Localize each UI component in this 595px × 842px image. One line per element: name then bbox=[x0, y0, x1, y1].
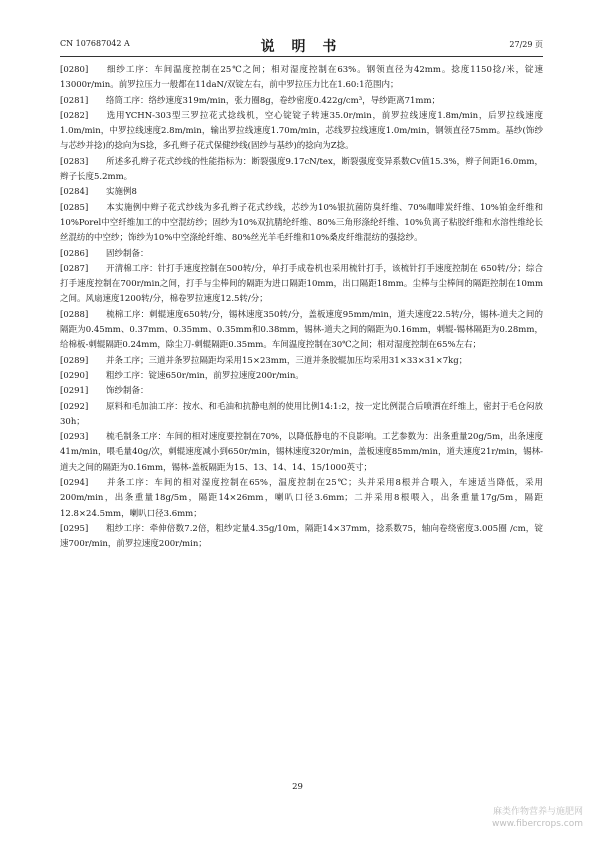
watermark bbox=[492, 806, 583, 830]
paragraph bbox=[60, 400, 543, 431]
paragraph-text: 固纱制备： bbox=[106, 248, 149, 259]
page-indicator: 27/29 页 bbox=[509, 40, 543, 49]
paragraph-number: [0284] bbox=[60, 187, 89, 198]
paragraph-number: [0290] bbox=[60, 370, 89, 381]
paragraph-number: [0282] bbox=[60, 110, 89, 121]
paragraph-text: 络筒工序：络纱速度319m/min，张力圈8g，卷纱密度0.422g/cm³，导纱距离71mm； bbox=[106, 95, 441, 106]
paragraph-text: 饰纱制备： bbox=[106, 386, 149, 397]
paragraph-number: [0289] bbox=[60, 355, 89, 366]
patent-number: CN 107687042 A bbox=[60, 39, 130, 48]
paragraph-text: 并条工序：车间的相对湿度控制在65%，温度控制在25℃；头并采用8根并合喂入，车速适当降低，采用200m/min，出条重量18g/5m，隔距14×26mm，喇叭口径3.6mm；二并采用8根喂入，出条重量17g/5m，隔距12.8×24.5mm，喇叭口径3.6mm； bbox=[60, 478, 543, 519]
paragraph-text: 粗纱工序：锭速650r/min，前罗拉速度200r/min。 bbox=[106, 370, 304, 381]
paragraph-number: [0292] bbox=[60, 401, 89, 412]
paragraph-number: [0286] bbox=[60, 248, 89, 259]
paragraph-text: 梳毛制条工序：车间的相对速度要控制在70%，以降低静电的不良影响。工艺参数为：出条重量20g/5m，出条速度41m/min，喂毛量40g/次，刺辊速度减小到650r/min，锡林速度320r/min，盖板速度85mm/min，道夫速度21r/min，锡林-道夫之间的隔距为0.16mm，锡林-盖板隔距为15、13、14、14、15/1000英寸； bbox=[60, 432, 543, 473]
paragraph bbox=[60, 369, 543, 384]
paragraph-text: 本实施例中辫子花式纱线为多孔辫子花式纱线，芯纱为10%银抗菌防臭纤维、70%咖啡炭纤维、10%铂金纤维和10%Porel中空纤维加工的中空混纺纱；固纱为10%双抗腈纶纤维、80%三角形涤纶纤维、10%负离子粘胶纤维和水溶性维纶长丝混纺的中空纱；饰纱为10%中空涤纶纤维、80%丝光羊毛纤维和10%桑皮纤维混纺的强捻纱。 bbox=[60, 202, 543, 244]
header-divider bbox=[60, 56, 543, 57]
paragraph-number: [0288] bbox=[60, 309, 89, 320]
paragraph-number: [0287] bbox=[60, 263, 89, 274]
paragraph bbox=[60, 201, 543, 247]
paragraph bbox=[60, 247, 543, 262]
paragraph bbox=[60, 476, 543, 522]
paragraph bbox=[60, 185, 543, 200]
paragraph-number: [0294] bbox=[60, 478, 89, 489]
paragraph-number: [0291] bbox=[60, 386, 89, 397]
watermark-site-name: 麻类作物营养与施肥网 bbox=[492, 807, 583, 817]
page-title: 说 明 书 bbox=[260, 39, 343, 55]
paragraph-text: 开清棉工序：针打手速度控制在500转/分，单打手成卷机也采用梳针打手，该梳针打手速度控制在 650转/分；综合打手速度控制在700r/min之间，打手与尘棒间的隔距为进口隔距10mm，出口隔距18mm。尘棒与尘棒间的隔距控制在10mm之间。风扇速度1200转/分，棉卷罗拉速度12.5转/分； bbox=[60, 263, 543, 305]
paragraph-number: [0281] bbox=[60, 95, 89, 106]
page-header bbox=[60, 36, 543, 54]
paragraph-text: 粗纱工序：牵伸倍数7.2倍，粗纱定量4.35g/10m，隔距14×37mm，捻系数75，轴向卷绕密度3.005圈 /cm，锭速700r/min，前罗拉速度200r/min； bbox=[60, 523, 543, 550]
paragraph-number: [0285] bbox=[60, 202, 89, 213]
paragraph bbox=[60, 354, 543, 369]
paragraph bbox=[60, 384, 543, 399]
paragraph bbox=[60, 522, 543, 553]
paragraph-text: 所述多孔辫子花式纱线的性能指标为：断裂强度9.17cN/tex，断裂强度变异系数Cv值15.3%，辫子间距16.0mm，辫子长度5.2mm。 bbox=[60, 156, 543, 183]
page-number: 29 bbox=[292, 782, 303, 792]
paragraph bbox=[60, 262, 543, 308]
paragraph-text: 并条工序；三道并条罗拉隔距均采用15×23mm，三道并条胶辊加压均采用31×33×31×7kg； bbox=[106, 355, 468, 366]
paragraph-number: [0280] bbox=[60, 65, 89, 75]
paragraph-text: 原料和毛加油工序：按水、和毛油和抗静电剂的使用比例14:1:2，按一定比例混合后喷洒在纤维上，密封于毛仓闷放30h； bbox=[60, 401, 543, 427]
paragraph bbox=[60, 155, 543, 186]
paragraph-text: 梳棉工序：刺辊速度650转/分，锡林速度350转/分，盖板速度95mm/min，道夫速度22.5转/分，锡林-道夫之间的隔距为0.45mm、0.37mm、0.35mm、0.35mm和0.38mm，锡林-道夫之间的隔距为0.16mm，刺辊-锡林隔距为0.28mm，给棉板-刺辊隔距0.24mm，除尘刀-刺辊隔距0.35mm。车间温度控制在30℃之间；相对湿度控制在65%左右； bbox=[60, 309, 543, 351]
paragraph bbox=[60, 94, 543, 109]
paragraph-text: 细纱工序：车间温度控制在25℃之间；相对湿度控制在63%。钢领直径为42mm。捻度1150捻/米，锭速13000r/min。前罗拉压力一般都在11daN/双锭左右，前中罗拉压力比在1.60:1范围内； bbox=[60, 65, 543, 91]
paragraph bbox=[60, 109, 543, 155]
paragraph-number: [0293] bbox=[60, 432, 89, 443]
paragraph bbox=[60, 430, 543, 476]
paragraph-text: 实施例8 bbox=[106, 187, 137, 198]
paragraph bbox=[60, 63, 543, 94]
paragraph-number: [0283] bbox=[60, 156, 89, 167]
paragraph-number: [0295] bbox=[60, 523, 89, 534]
watermark-url: www.fibercrops.com bbox=[492, 819, 583, 829]
document-body bbox=[60, 63, 543, 553]
paragraph bbox=[60, 308, 543, 354]
paragraph-text: 选用YCHN-303型三罗拉花式捻线机，空心锭锭子转速35.0r/min，前罗拉线速度1.8m/min，后罗拉线速度1.0m/min，中罗拉线速度2.8m/min，输出罗拉线速度1.70m/min，芯线罗拉线速度1.0m/min，钢领直径75mm。基纱(饰纱与芯纱并捻)的捻向为S捻，多孔辫子花式保健纱线(固纱与基纱)的捻向为Z捻。 bbox=[60, 110, 543, 152]
